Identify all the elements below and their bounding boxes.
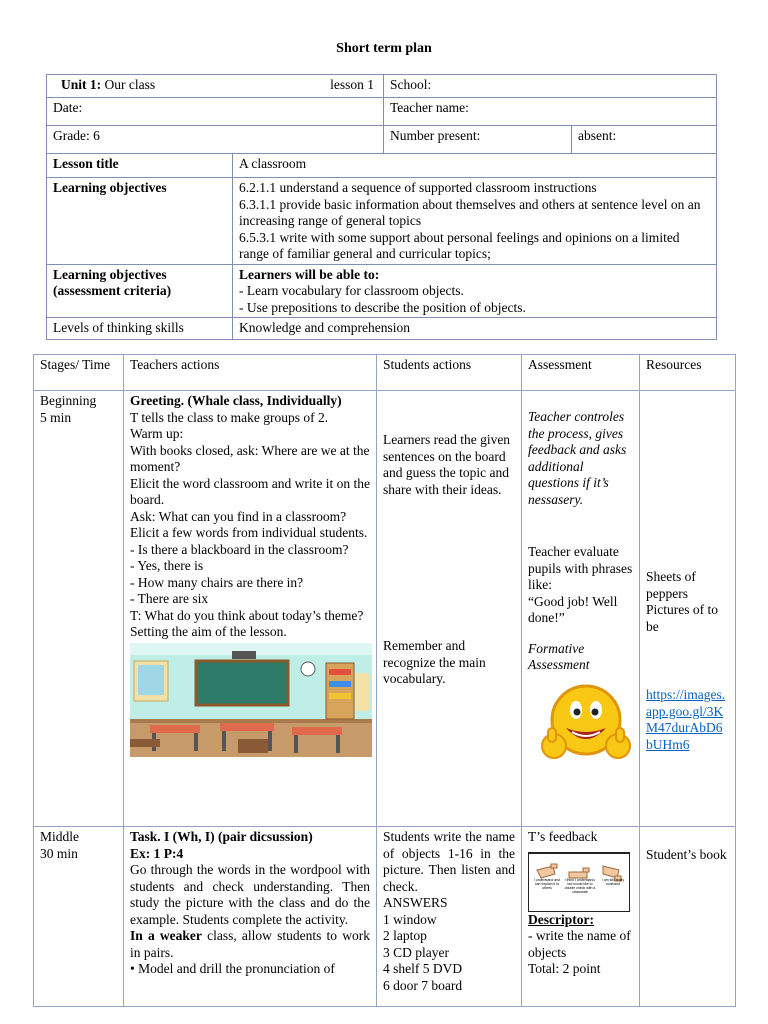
students-text-2: Remember and recognize the main vocabulary. (383, 638, 486, 686)
smiley-icon (538, 676, 634, 768)
school-cell: School: (384, 75, 717, 98)
answer-item: 2 laptop (383, 928, 427, 943)
col-header-students: Students actions (377, 355, 522, 391)
answer-item: 3 CD player (383, 944, 449, 960)
assessment-text-2: Teacher evaluate pupils with phrases like: (528, 544, 633, 592)
unit-cell (47, 75, 384, 98)
page-title: Short term plan (336, 41, 432, 56)
col-header-teacher: Teachers actions (124, 355, 377, 391)
criteria-item: - Use prepositions to describe the position of objects. (239, 299, 526, 315)
answer-item: 6 door 7 board (383, 977, 463, 993)
date-cell: Date: (47, 98, 384, 126)
classroom-illustration (130, 643, 372, 757)
absent-cell: absent: (572, 126, 717, 154)
greeting-heading: Greeting. (Whale class, Individually) (130, 393, 342, 408)
lesson-plan-table (33, 354, 736, 1007)
unit-label: Unit 1: (61, 77, 102, 92)
objective-item: 6.2.1.1 understand a sequence of supported classroom instructions (239, 180, 597, 195)
stage-beginning: Beginning 5 min (34, 391, 124, 827)
card-caption-1: I understand and can explain it to others (533, 877, 561, 890)
classroom-image (130, 643, 372, 757)
assessment-text-3: “Good job! Well done!” (528, 593, 618, 625)
smiley-thumbs-up (538, 676, 634, 768)
lesson-title-label: Lesson title (47, 154, 233, 178)
objective-item: 6.3.1.1 provide basic information about themselves and others at sentence level on an increasing range of general topics (239, 196, 701, 228)
answer-item: 1 window (383, 911, 437, 927)
assessment-criteria-cell (233, 264, 717, 318)
total-points: Total: 2 point (528, 961, 601, 976)
col-header-resources: Resources (640, 355, 736, 391)
learners-able: Learners will be able to: (239, 266, 380, 282)
criteria-item: - Learn vocabulary for classroom objects. (239, 283, 464, 298)
teacher-feedback: T’s feedback (528, 829, 598, 844)
assessment-criteria-label: Learning objectives (assessment criteria) (47, 264, 233, 318)
unit-value: Our class (101, 77, 156, 92)
weaker-class-text: In a weaker class, allow students to work in pairs. (130, 928, 371, 960)
descriptor-text: - write the name of objects (528, 928, 631, 960)
self-assessment-card (528, 852, 630, 912)
exercise-label: Ex: 1 P:4 (130, 845, 184, 861)
students-text-middle: Students write the name of objects 1-16 in the picture. Then listen and check. (383, 829, 515, 894)
assessment-beginning (522, 391, 640, 827)
teacher-text-middle: Go through the words in the wordpool with students and check understanding. Then study the picture with the class and do the example. Students complete the activity. (130, 862, 370, 927)
number-present-cell: Number present: (384, 126, 572, 154)
task-heading: Task. I (Wh, I) (pair dicsussion) (130, 829, 313, 844)
model-line: • Model and drill the pronunciation of (130, 961, 335, 976)
thinking-skills-value: Knowledge and comprehension (233, 318, 717, 340)
students-book: Student’s book (646, 847, 727, 862)
lesson-title-value: A classroom (233, 154, 717, 178)
objective-item: 6.5.3.1 write with some support about personal feelings and opinions on a limited range of familiar general and curricular topics; (239, 229, 680, 261)
col-header-stages: Stages/ Time (34, 355, 124, 391)
header-table (46, 74, 717, 340)
card-caption-3: I am still really confused (601, 877, 625, 886)
assessment-middle (522, 827, 640, 1007)
assessment-text-1: Teacher controles the process, gives feedback and asks additional questions if it’s nessasery. (528, 409, 627, 507)
students-actions-middle (377, 827, 522, 1007)
grade-cell: Grade: 6 (47, 126, 384, 154)
teacher-actions-beginning: Greeting. (Whale class, Individually) T tells the class to make groups of 2. Warm up: With books closed, ask: Where are we at the moment? Elicit the word classroom and write it on the board. Ask: What can you find in a classroom? Elicit a few words from individual students. - Is there a blackboard in the classroom? - Yes, there is - How many chairs are there in? - There are six T: What do you think about today’s theme? Setting the aim of the lesson. (124, 391, 377, 827)
card-caption-2: I think I understand, but would like to double check with a classmate (564, 877, 596, 895)
resources-text-2: Pictures of to be (646, 602, 718, 634)
resources-link[interactable]: https://images.app.goo.gl/3KM47durAbD6bUHm6 (646, 687, 726, 752)
answers-label: ANSWERS (383, 895, 448, 910)
answer-item: 4 shelf 5 DVD (383, 961, 463, 976)
stage-middle: Middle 30 min (34, 827, 124, 1007)
students-text-1: Learners read the given sentences on the board and guess the topic and share with their ideas. (383, 432, 511, 497)
thinking-skills-label: Levels of thinking skills (47, 318, 233, 340)
lesson-number: lesson 1 (330, 77, 374, 92)
col-header-assessment: Assessment (522, 355, 640, 391)
resources-beginning (640, 391, 736, 827)
teacher-actions-middle (124, 827, 377, 1007)
learning-objectives-cell (233, 178, 717, 265)
teacher-name-cell: Teacher name: (384, 98, 717, 126)
assessment-text-4: Formative Assessment (528, 640, 590, 672)
descriptor-label: Descriptor: (528, 911, 594, 927)
learning-objectives-label: Learning objectives (47, 178, 233, 265)
resources-text-1: Sheets of peppers (646, 569, 696, 601)
students-actions-beginning (377, 391, 522, 827)
resources-middle (640, 827, 736, 1007)
